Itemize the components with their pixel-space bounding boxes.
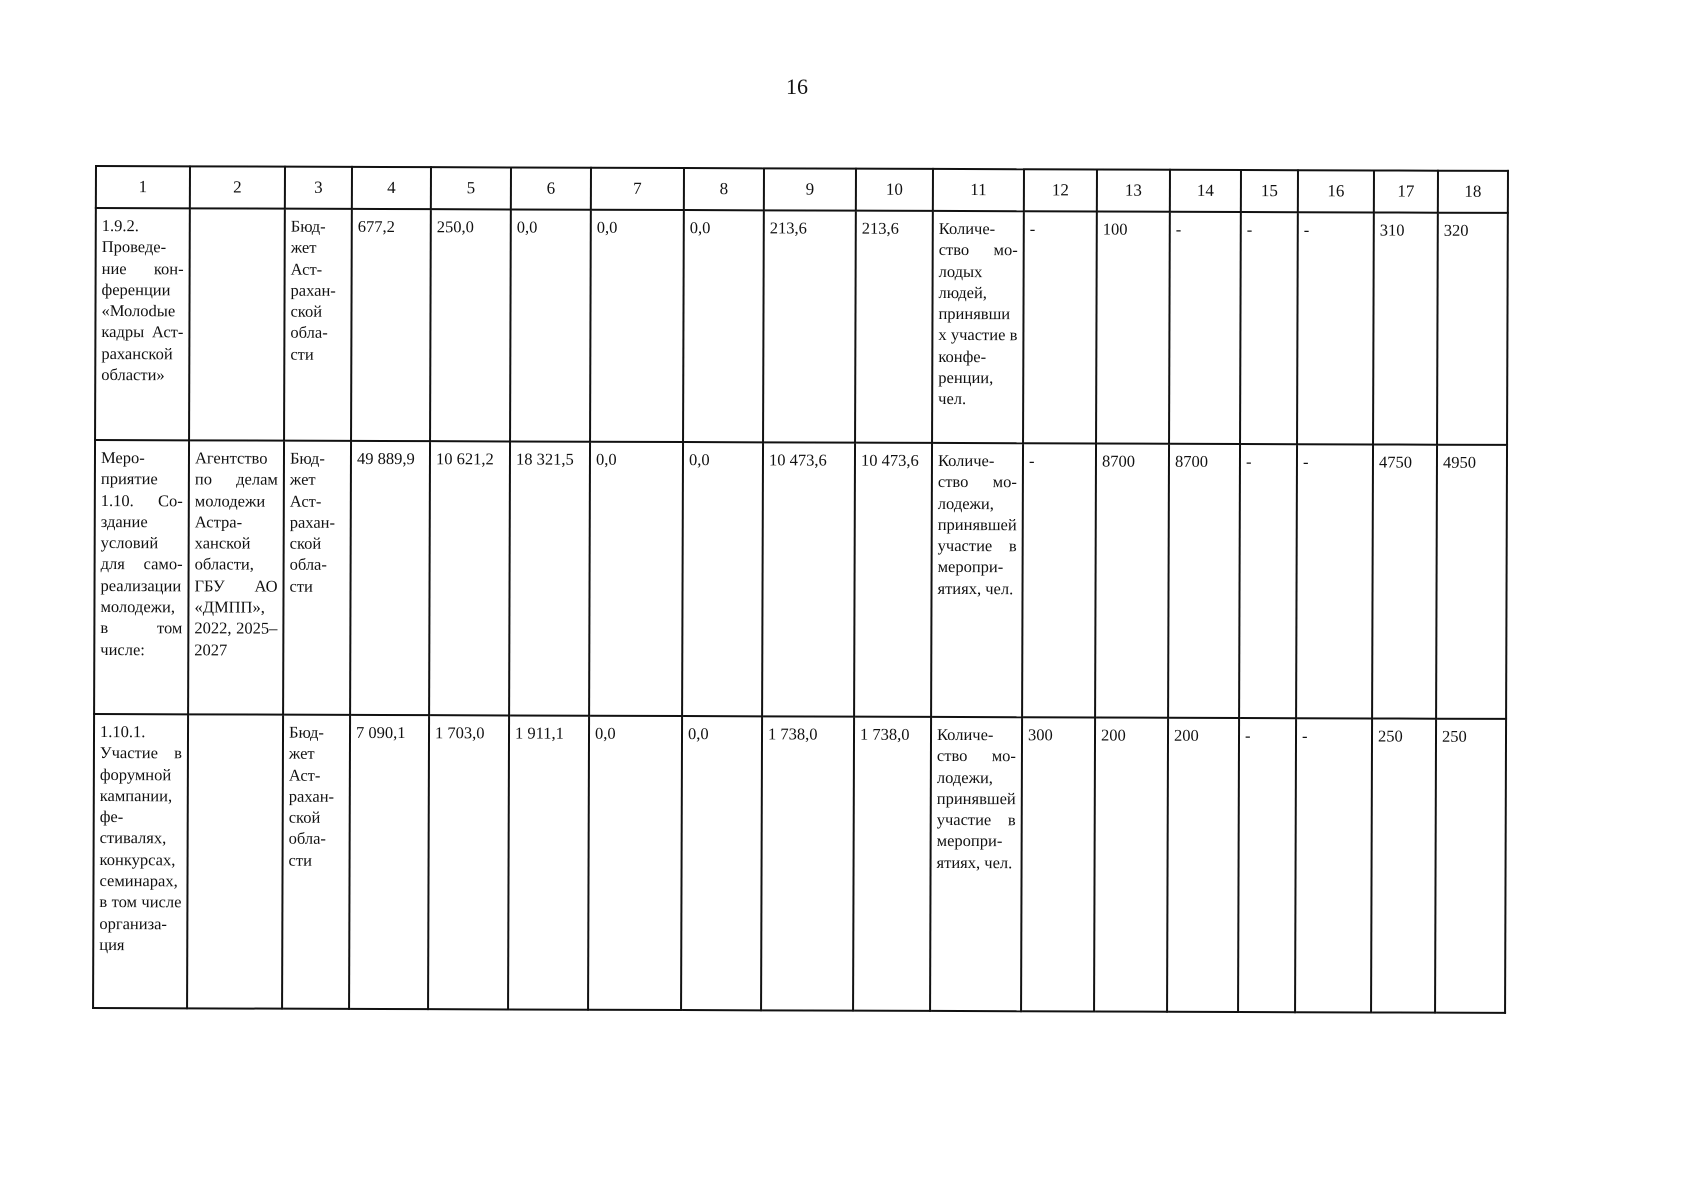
value-cell: 0,0 [682,442,763,716]
indicator-cell: Количество молодежи, принявшей участие в мероприятиях, чел. [930,717,1022,1011]
executor-cell [189,208,285,440]
activity-name-cell: Мероприятие 1.10. Создание условий для самореализации молодежи, в том числе: [94,440,189,714]
indicator-value-cell: 300 [1021,717,1095,1011]
funding-source-cell: Бюджет Астраханской области [284,209,352,441]
value-cell: 1 911,1 [508,715,589,1009]
value-cell: 0,0 [510,209,591,441]
table-row [93,714,1506,1013]
indicator-value-cell: 4950 [1436,445,1507,719]
indicator-value-cell: 8700 [1095,443,1169,717]
indicator-cell: Количество молодежи, принявшей участие в мероприятиях, чел. [931,443,1023,717]
indicator-value-cell: - [1296,444,1373,718]
executor-cell [187,714,283,1008]
column-header: 11 [933,169,1024,211]
indicator-value-cell: 100 [1096,211,1170,443]
executor-cell: Агентство по делам молодежи Астраханской области, ГБУ АО «ДМПП», 2022, 2025–2027 [188,440,284,714]
value-cell: 213,6 [763,210,856,442]
activity-name-cell: 1.10.1. Участие в форумной кампании, фестивалях, конкурсах, семинарах, в том числе организация [93,714,188,1008]
column-header: 5 [431,167,511,209]
value-cell: 213,6 [855,211,933,443]
column-header: 6 [511,167,591,209]
column-header: 14 [1170,170,1241,212]
column-header: 13 [1097,169,1170,211]
indicator-value-cell: - [1023,211,1097,443]
indicator-cell: Количество молодых людей, принявших участие в конференции, чел. [932,211,1024,443]
value-cell: 0,0 [590,210,684,442]
indicator-value-cell: 200 [1167,718,1239,1012]
column-header: 1 [96,166,190,208]
value-cell: 0,0 [683,210,764,442]
indicator-value-cell: - [1238,718,1296,1012]
funding-source-cell: Бюджет Астраханской области [282,715,350,1009]
indicator-value-cell: 200 [1094,717,1168,1011]
indicator-value-cell: - [1022,443,1096,717]
value-cell: 677,2 [351,209,431,441]
value-cell: 10 473,6 [762,442,855,716]
table-row [94,440,1507,719]
value-cell: 10 473,6 [854,443,932,717]
column-header: 16 [1298,170,1374,212]
table-row [95,208,1508,445]
column-header: 9 [764,168,856,210]
indicator-value-cell: - [1240,212,1298,444]
value-cell: 18 321,5 [509,441,590,715]
column-header: 4 [352,167,431,209]
value-cell: 1 703,0 [428,715,509,1009]
column-header: 15 [1241,170,1298,212]
indicator-value-cell: 320 [1437,213,1508,445]
page-number: 16 [786,74,808,99]
value-cell: 0,0 [681,716,762,1010]
funding-source-cell: Бюджет Астраханской области [283,441,351,715]
column-header: 2 [190,166,285,208]
column-header: 10 [856,169,933,211]
value-cell: 0,0 [588,716,682,1010]
indicator-value-cell: 310 [1373,212,1438,444]
column-header: 3 [285,167,352,209]
column-header: 17 [1374,170,1438,212]
column-header: 8 [684,168,764,210]
indicator-value-cell: 250 [1371,718,1436,1012]
value-cell: 1 738,0 [853,717,931,1011]
value-cell: 10 621,2 [429,441,510,715]
value-cell: 1 738,0 [761,716,854,1010]
value-cell: 0,0 [589,442,683,716]
value-cell: 7 090,1 [349,715,429,1009]
column-header: 12 [1024,169,1097,211]
data-table [92,165,1509,1014]
indicator-value-cell: 8700 [1168,444,1240,718]
header-row [96,166,1508,213]
indicator-value-cell: - [1295,718,1372,1012]
column-header: 7 [591,168,684,210]
value-cell: 49 889,9 [350,441,430,715]
indicator-value-cell: - [1297,212,1374,444]
indicator-value-cell: - [1169,212,1241,444]
indicator-value-cell: 250 [1435,719,1506,1013]
column-header: 18 [1438,171,1508,213]
indicator-value-cell: 4750 [1372,444,1437,718]
indicator-value-cell: - [1239,444,1297,718]
value-cell: 250,0 [430,209,511,441]
activity-name-cell: 1.9.2. Проведение конференции «Молоdые кадры Астраханской области» [95,208,190,440]
